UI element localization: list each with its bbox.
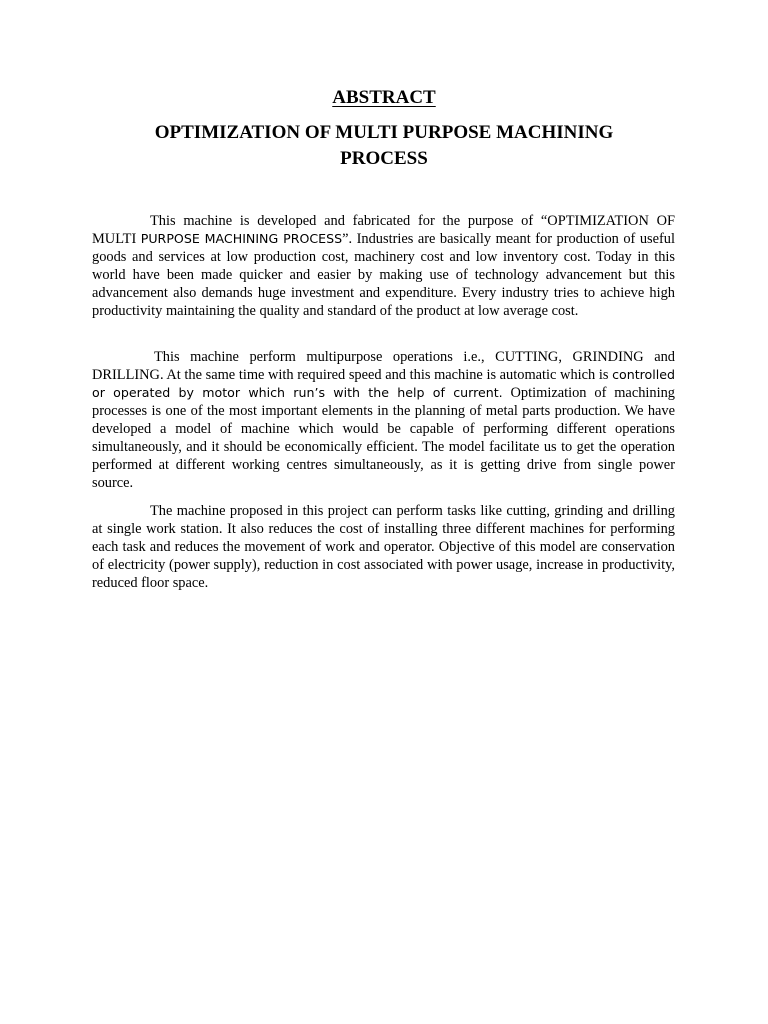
paragraph-2-text-start: This machine perform multipurpose operations i.e., CUTTING, GRINDING and DRILLING. At the same time with required speed and this machine is automatic which is [92,349,675,383]
paragraph-2-text-end: Optimization of machining processes is one of the most important elements in the planning of metal parts production. We have developed a model of machine which would be capable of performing different operations simultaneously, and it should be economically efficient. The model facilitate us to get the operation performed at different working centres simultaneously, as it is getting drive from single power source. [92,385,675,491]
document-title: OPTIMIZATION OF MULTI PURPOSE MACHINING PROCESS [154,122,614,169]
abstract-heading: ABSTRACT [332,87,436,108]
paragraph-1-sans-text: PURPOSE MACHINING PROCESS [140,231,343,246]
paragraph-2-sans-text: controlled or operated by motor which run’s with the help of current. [92,367,675,400]
abstract-paragraph-2 [92,348,675,492]
abstract-paragraph-3 [92,502,675,592]
paragraph-1-text-end: ”. Industries are basically meant for production of useful goods and services at low production cost, machinery cost and low inventory cost. Today in this world have been made quicker and easier by making use of technology advancement but this advancement also demands huge investment and expenditure. Every industry tries to achieve high productivity maintaining the quality and standard of the product at low average cost. [92,231,675,319]
paragraph-3-text: The machine proposed in this project can perform tasks like cutting, grinding and drilling at single work station. It also reduces the cost of installing three different machines for performing each task and reduces the movement of work and operator. Objective of this model are conservation of electricity (power supply), reduction in cost associated with power usage, increase in productivity, reduced floor space. [92,503,675,591]
paragraph-1-text-start: This machine is developed and fabricated for the purpose of “OPTIMIZATION OF MULTI [92,213,675,247]
abstract-paragraph-1 [92,212,675,320]
